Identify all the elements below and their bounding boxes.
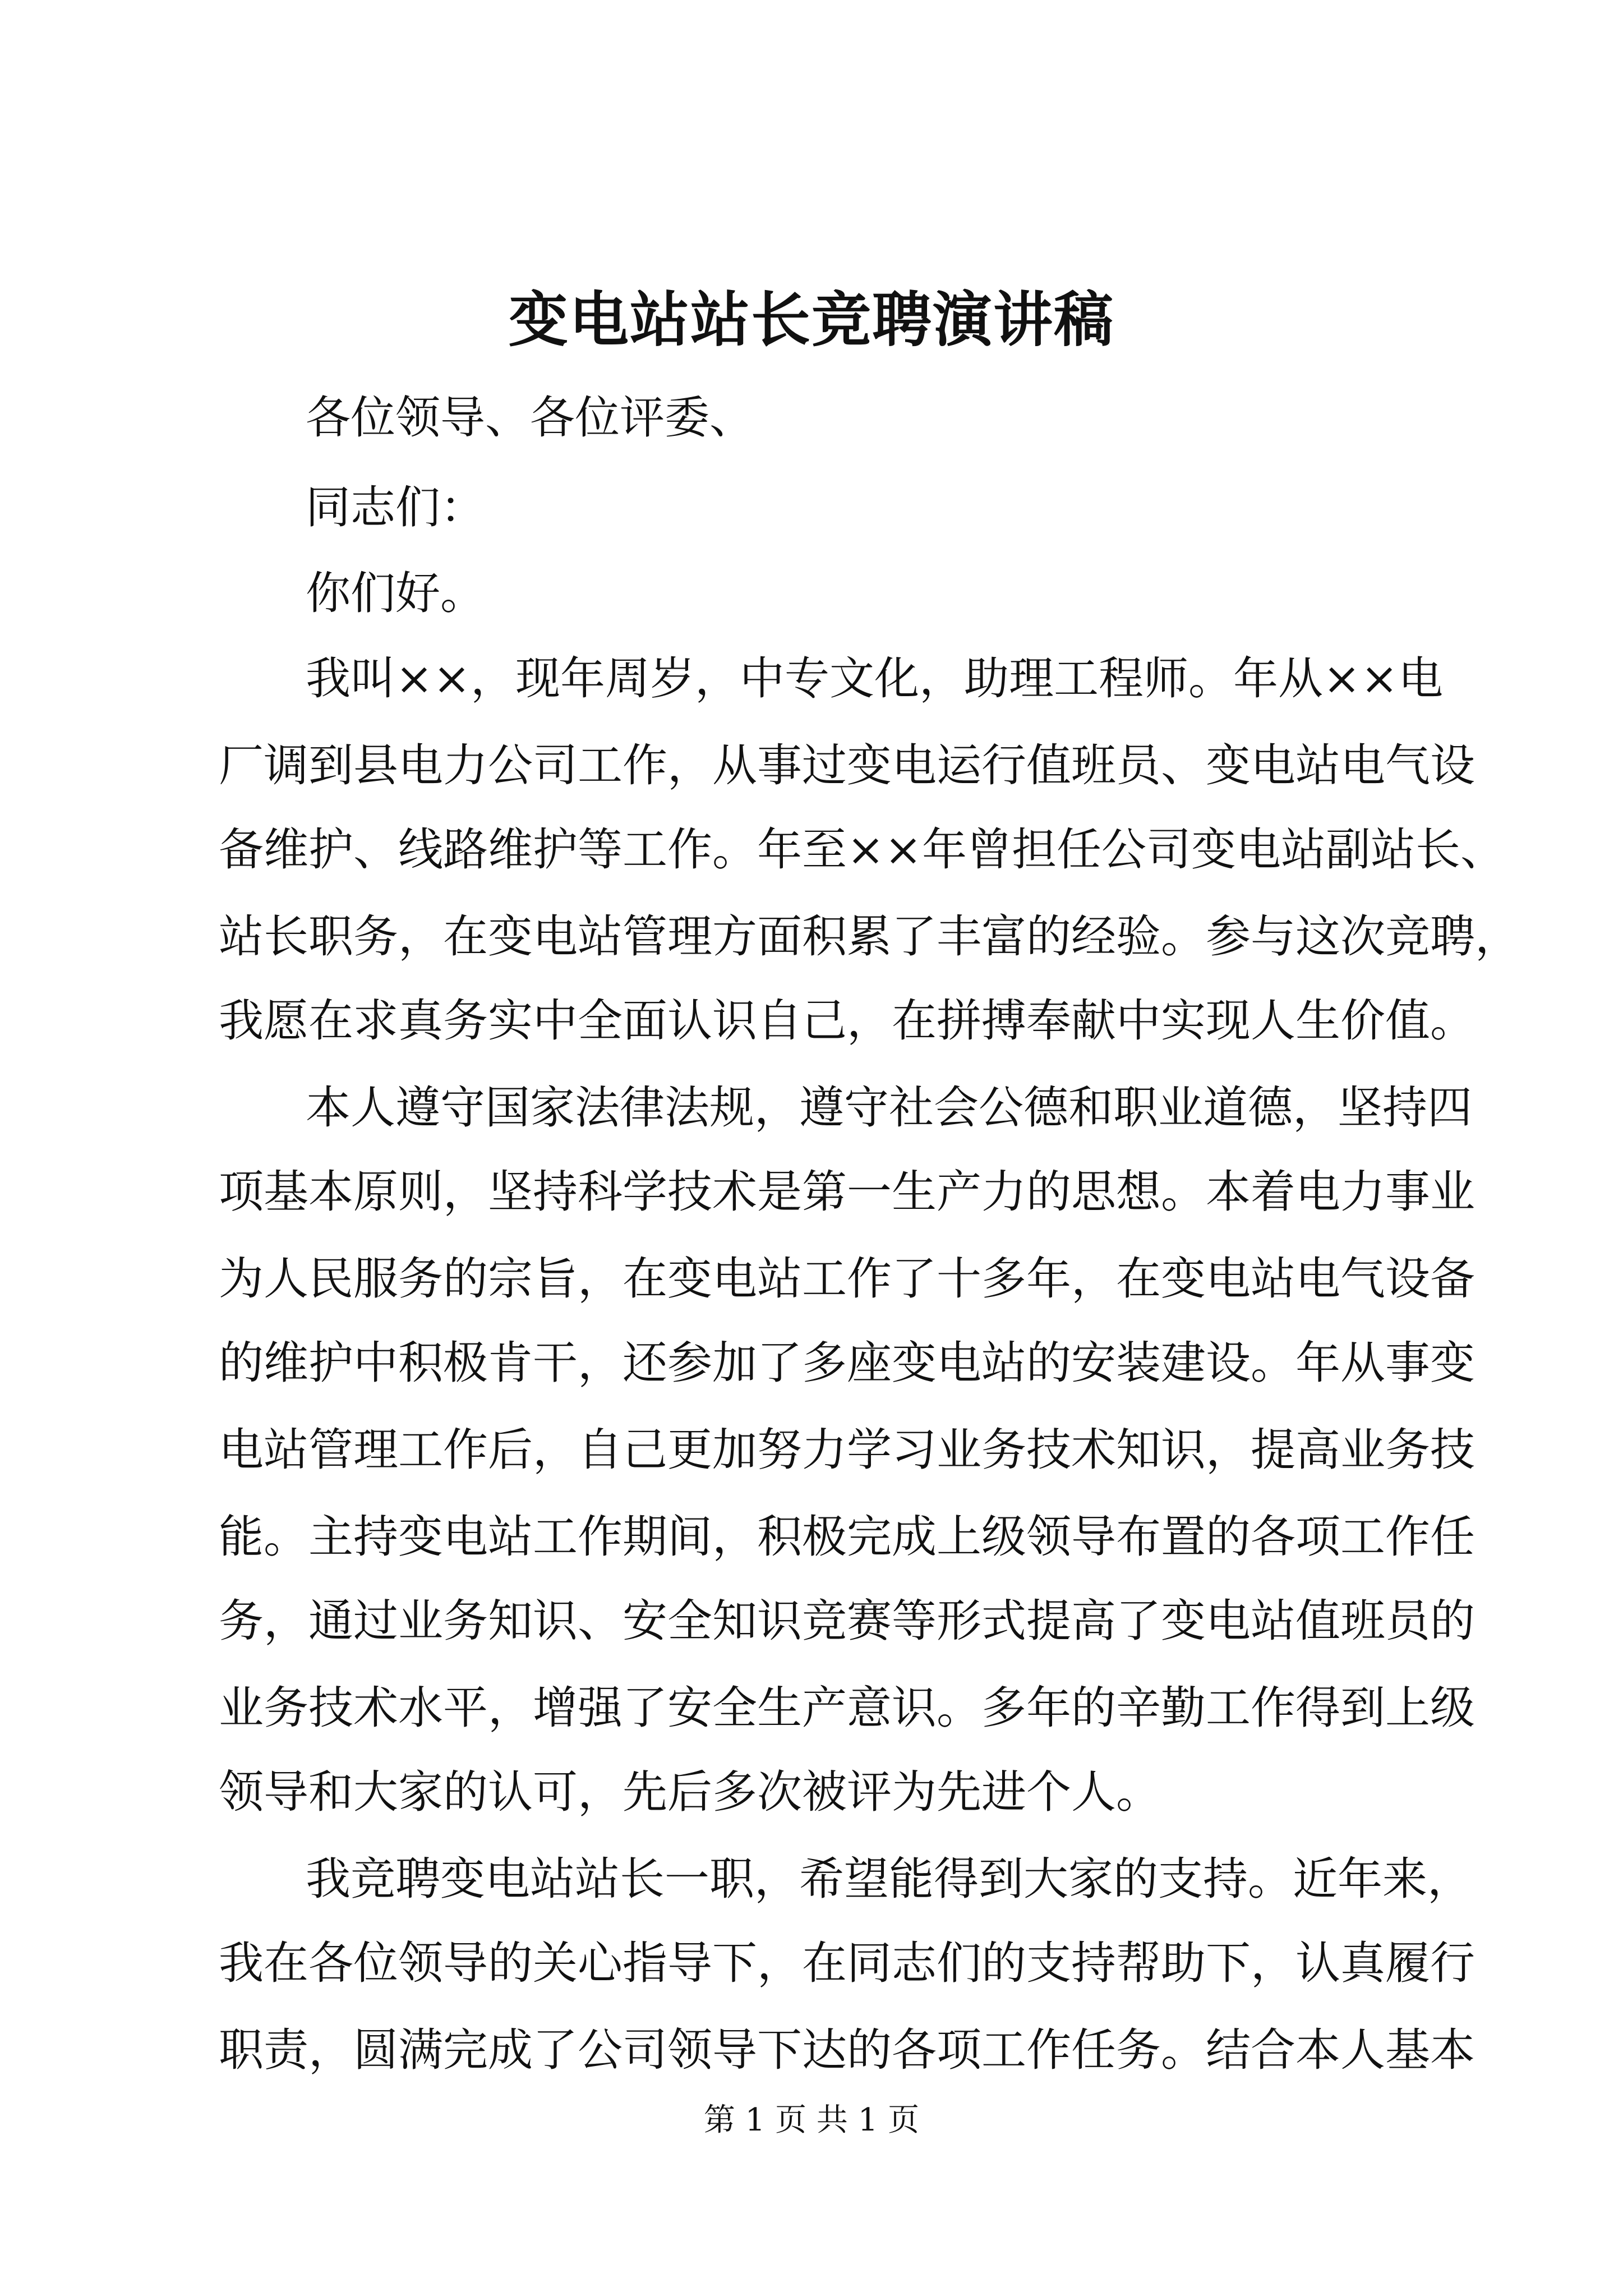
document-title: 变电站站长竞聘演讲稿 xyxy=(509,284,1114,355)
paragraph-line: 我叫××，现年周岁，中专文化，助理工程师。年从××电 xyxy=(306,652,1444,705)
page-footer: 第 1 页 共 1 页 xyxy=(703,2102,920,2138)
paragraph-line: 项基本原则，坚持科学技术是第一生产力的思想。本着电力事业 xyxy=(219,1166,1475,1218)
paragraph-line: 能。主持变电站工作期间，积极完成上级领导布置的各项工作任 xyxy=(219,1511,1475,1563)
paragraph-line: 为人民服务的宗旨，在变电站工作了十多年，在变电站电气设备 xyxy=(219,1253,1475,1305)
paragraph-line: 站长职务，在变电站管理方面积累了丰富的经验。参与这次竞聘， xyxy=(219,910,1520,963)
salutation-line: 同志们： xyxy=(306,481,485,533)
paragraph-line: 电站管理工作后，自己更加努力学习业务技术知识，提高业务技 xyxy=(219,1424,1475,1476)
paragraph-line: 本人遵守国家法律法规，遵守社会公德和职业道德，坚持四 xyxy=(306,1082,1472,1134)
paragraph-line: 我在各位领导的关心指导下，在同志们的支持帮助下，认真履行 xyxy=(219,1937,1475,1989)
paragraph-line: 务，通过业务知识、安全知识竞赛等形式提高了变电站值班员的 xyxy=(219,1595,1475,1647)
paragraph-line: 的维护中积极肯干，还参加了多座变电站的安装建设。年从事变 xyxy=(219,1337,1475,1389)
paragraph-line: 领导和大家的认可，先后多次被评为先进个人。 xyxy=(219,1766,1161,1818)
paragraph-line: 职责，圆满完成了公司领导下达的各项工作任务。结合本人基本 xyxy=(219,2024,1475,2076)
salutation-line: 各位领导、各位评委、 xyxy=(306,392,754,444)
paragraph-line: 我竞聘变电站站长一职，希望能得到大家的支持。近年来， xyxy=(306,1853,1472,1905)
greeting-line: 你们好。 xyxy=(306,567,485,619)
paragraph-line: 我愿在求真务实中全面认识自己，在拼搏奉献中实现人生价值。 xyxy=(219,995,1475,1047)
paragraph-line: 业务技术水平，增强了安全生产意识。多年的辛勤工作得到上级 xyxy=(219,1682,1475,1734)
paragraph-line: 备维护、线路维护等工作。年至××年曾担任公司变电站副站长、 xyxy=(219,823,1506,876)
paragraph-line: 厂调到县电力公司工作，从事过变电运行值班员、变电站电气设 xyxy=(219,739,1475,792)
